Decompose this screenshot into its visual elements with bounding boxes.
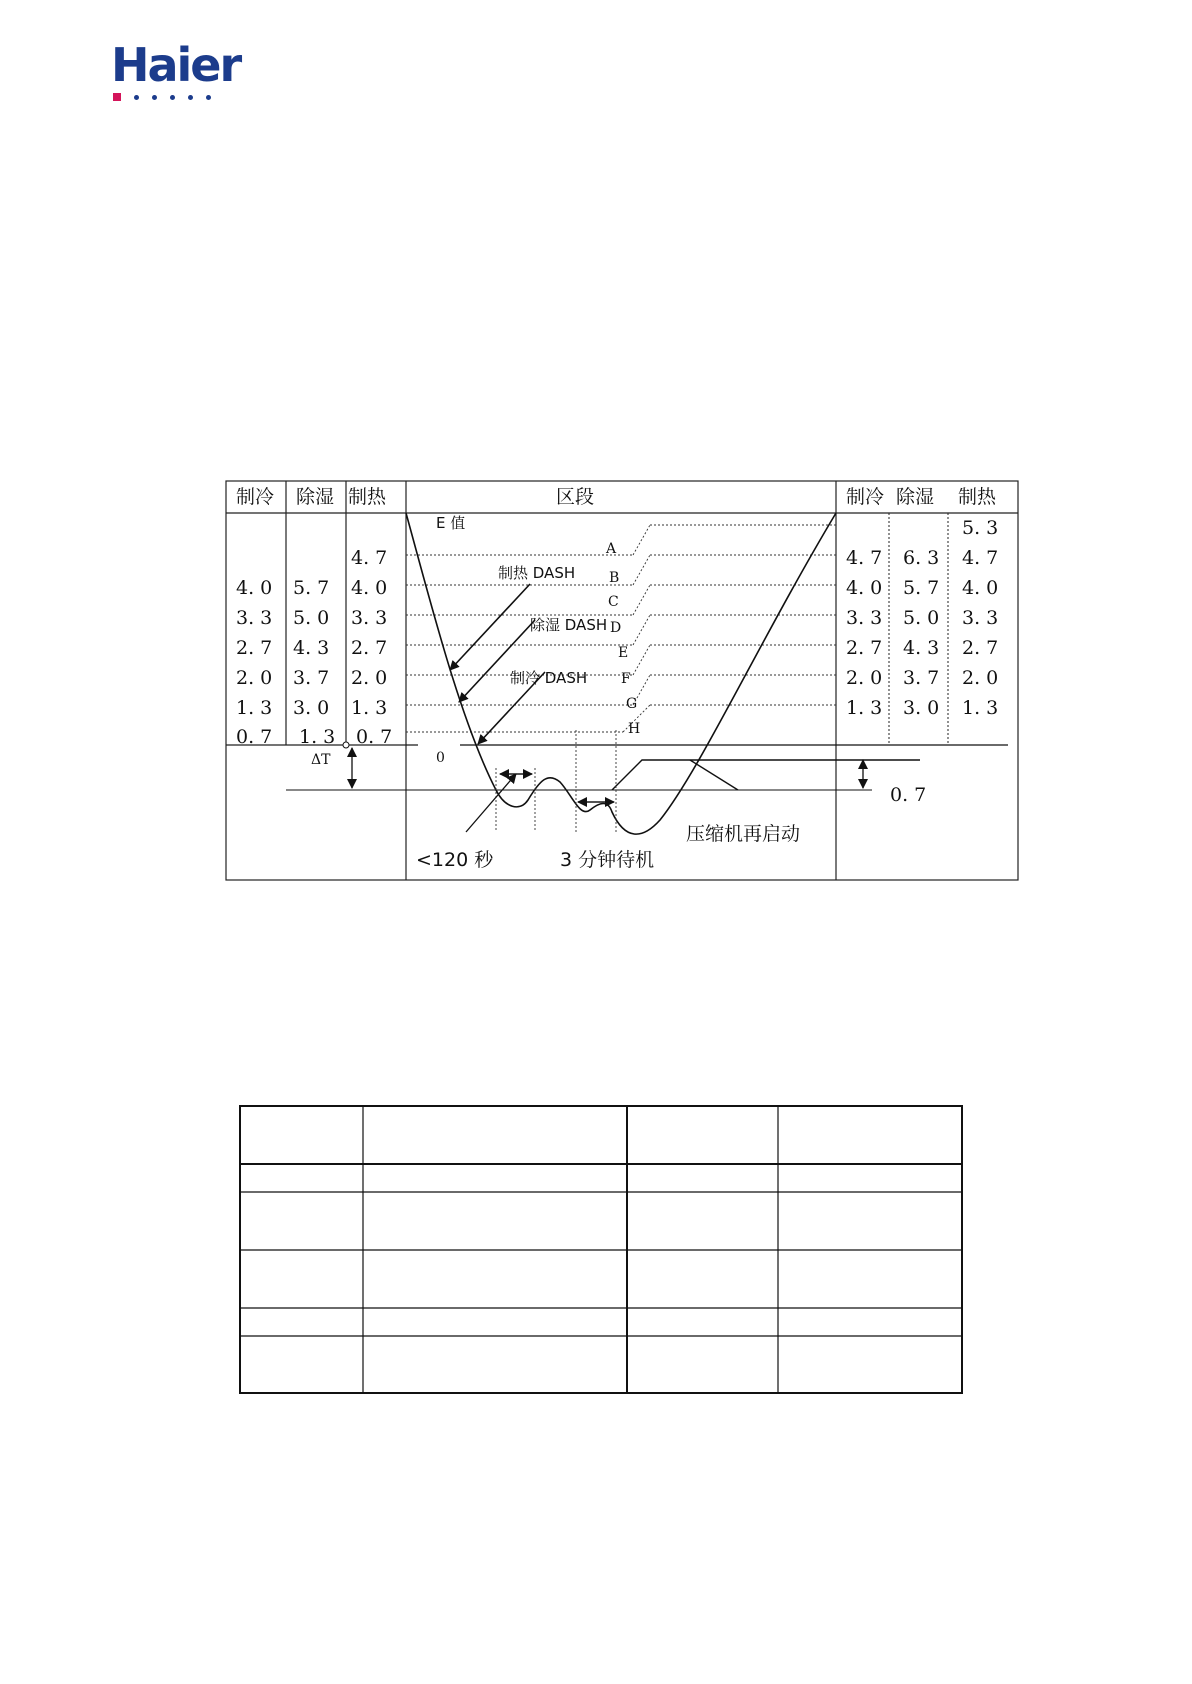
left-r2-dry: 5. 0 (293, 607, 330, 629)
right-r3-heat: 3. 3 (962, 607, 999, 629)
right-r4-cool: 2. 7 (846, 637, 883, 659)
right-r6-cool: 1. 3 (846, 697, 883, 719)
heat-dash-label: 制热 DASH (498, 564, 576, 582)
left-r1-cool: 4. 0 (236, 577, 273, 599)
left-headers (236, 486, 387, 508)
right-r6-dry: 3. 0 (903, 697, 940, 719)
dash-arrows (450, 584, 545, 744)
left-r2-cool: 3. 3 (236, 607, 273, 629)
delta-t-label: ΔT (311, 752, 331, 768)
standby-label: 3 分钟待机 (560, 849, 655, 871)
right-header-heat: 制热 (958, 486, 997, 508)
left-r6-dry: 1. 3 (299, 726, 336, 748)
left-r2-heat: 3. 3 (351, 607, 388, 629)
right-r4-heat: 2. 7 (962, 637, 999, 659)
left-header-cool: 制冷 (236, 486, 275, 508)
right-r1-dry: 6. 3 (903, 547, 940, 569)
e-value-label: E 值 (436, 514, 466, 532)
right-header-dry: 除湿 (896, 486, 935, 508)
right-headers (846, 486, 997, 508)
restart-label: 压缩机再启动 (686, 823, 801, 845)
left-values (236, 547, 392, 748)
brand-wordmark: Haier (111, 38, 241, 92)
zone-h: H (628, 721, 641, 737)
cool-dash-label: 制冷 DASH (510, 669, 588, 687)
lt120-label: <120 秒 (416, 849, 494, 871)
right-delta-value: 0. 7 (890, 784, 927, 806)
empty-table (240, 1106, 962, 1393)
right-r3-dry: 5. 0 (903, 607, 940, 629)
zone-a: A (606, 541, 617, 557)
right-r0-heat: 5. 3 (962, 517, 999, 539)
right-r1-cool: 4. 7 (846, 547, 883, 569)
left-r5-dry: 3. 0 (293, 697, 330, 719)
zone-c: C (608, 594, 619, 610)
left-r0-heat: 4. 7 (351, 547, 388, 569)
right-r5-dry: 3. 7 (903, 667, 940, 689)
right-r6-heat: 1. 3 (962, 697, 999, 719)
zone-e: E (618, 645, 629, 661)
right-r3-cool: 3. 3 (846, 607, 883, 629)
zone-d: D (610, 620, 622, 636)
right-r2-heat: 4. 0 (962, 577, 999, 599)
left-r4-dry: 3. 7 (293, 667, 330, 689)
left-header-heat: 制热 (348, 486, 387, 508)
right-r1-heat: 4. 7 (962, 547, 999, 569)
zone-letters (605, 541, 640, 737)
junction-dot (343, 742, 349, 748)
left-header-dry: 除湿 (296, 486, 335, 508)
left-r5-cool: 1. 3 (236, 697, 273, 719)
left-r6-heat: 0. 7 (356, 726, 393, 748)
right-r2-cool: 4. 0 (846, 577, 883, 599)
right-r5-cool: 2. 0 (846, 667, 883, 689)
delta-arrows (352, 748, 863, 788)
right-r5-heat: 2. 0 (962, 667, 999, 689)
left-r5-heat: 1. 3 (351, 697, 388, 719)
right-r4-dry: 4. 3 (903, 637, 940, 659)
right-values (846, 517, 998, 719)
left-r4-cool: 2. 0 (236, 667, 273, 689)
restart-step (612, 760, 920, 790)
right-r2-dry: 5. 7 (903, 577, 940, 599)
zone-g: G (626, 696, 638, 712)
left-r3-heat: 2. 7 (351, 637, 388, 659)
left-r1-dry: 5. 7 (293, 577, 330, 599)
left-r3-cool: 2. 7 (236, 637, 273, 659)
left-r4-heat: 2. 0 (351, 667, 388, 689)
right-header-cool: 制冷 (846, 486, 885, 508)
zone-b: B (609, 570, 620, 586)
left-r1-heat: 4. 0 (351, 577, 388, 599)
center-header: 区段 (556, 486, 595, 508)
zero-label: 0 (436, 750, 445, 766)
left-r3-dry: 4. 3 (293, 637, 330, 659)
dry-dash-label: 除湿 DASH (530, 616, 608, 634)
zone-f: F (621, 671, 631, 687)
left-r6-cool: 0. 7 (236, 726, 273, 748)
